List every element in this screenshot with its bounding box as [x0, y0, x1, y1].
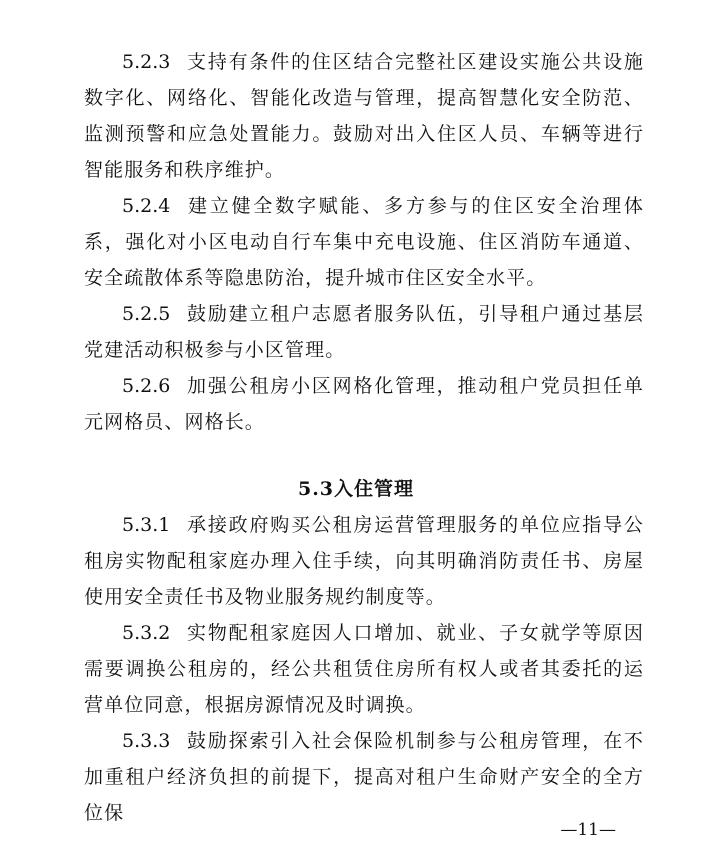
clause-number: 5.3.1	[122, 514, 171, 536]
paragraph-text: 鼓励建立租户志愿者服务队伍，引导租户通过基层党建活动积极参与小区管理。	[84, 303, 644, 361]
paragraph-5-2-5	[84, 296, 644, 368]
paragraph-5-2-6	[84, 368, 644, 440]
paragraph-text: 建立健全数字赋能、多方参与的住区安全治理体系，强化对小区电动自行车集中充电设施、住区消防车通道、安全疏散体系等隐患防治，提升城市住区安全水平。	[84, 195, 644, 289]
clause-number: 5.3.2	[122, 622, 171, 644]
clause-number: 5.3.3	[122, 730, 171, 752]
paragraph-5-2-4	[84, 188, 644, 296]
clause-number: 5.2.4	[122, 195, 171, 217]
paragraph-text: 实物配租家庭因人口增加、就业、子女就学等原因需要调换公租房的，经公共租赁住房所有权人或者其委托的运营单位同意，根据房源情况及时调换。	[84, 622, 644, 716]
clause-number: 5.2.6	[122, 375, 171, 397]
paragraph-5-2-3	[84, 44, 644, 188]
paragraph-text: 加强公租房小区网格化管理，推动租户党员担任单元网格员、网格长。	[84, 375, 644, 433]
paragraph-5-3-2	[84, 615, 644, 723]
paragraph-text: 承接政府购买公租房运营管理服务的单位应指导公租房实物配租家庭办理入住手续，向其明确消防责任书、房屋使用安全责任书及物业服务规约制度等。	[84, 514, 644, 608]
paragraph-text: 支持有条件的住区结合完整社区建设实施公共设施数字化、网络化、智能化改造与管理，提高智慧化安全防范、监测预警和应急处置能力。鼓励对出入住区人员、车辆等进行智能服务和秩序维护。	[84, 51, 644, 181]
clause-number: 5.2.5	[122, 303, 171, 325]
paragraph-text: 鼓励探索引入社会保险机制参与公租房管理，在不加重租户经济负担的前提下，提高对租户生命财产安全的全方位保	[84, 730, 644, 824]
clause-number: 5.2.3	[122, 51, 171, 73]
page-number: —11—	[560, 820, 616, 840]
paragraph-5-3-1	[84, 507, 644, 615]
section-heading: 5.3入住管理	[297, 478, 415, 500]
paragraph-5-3-3	[84, 723, 644, 831]
